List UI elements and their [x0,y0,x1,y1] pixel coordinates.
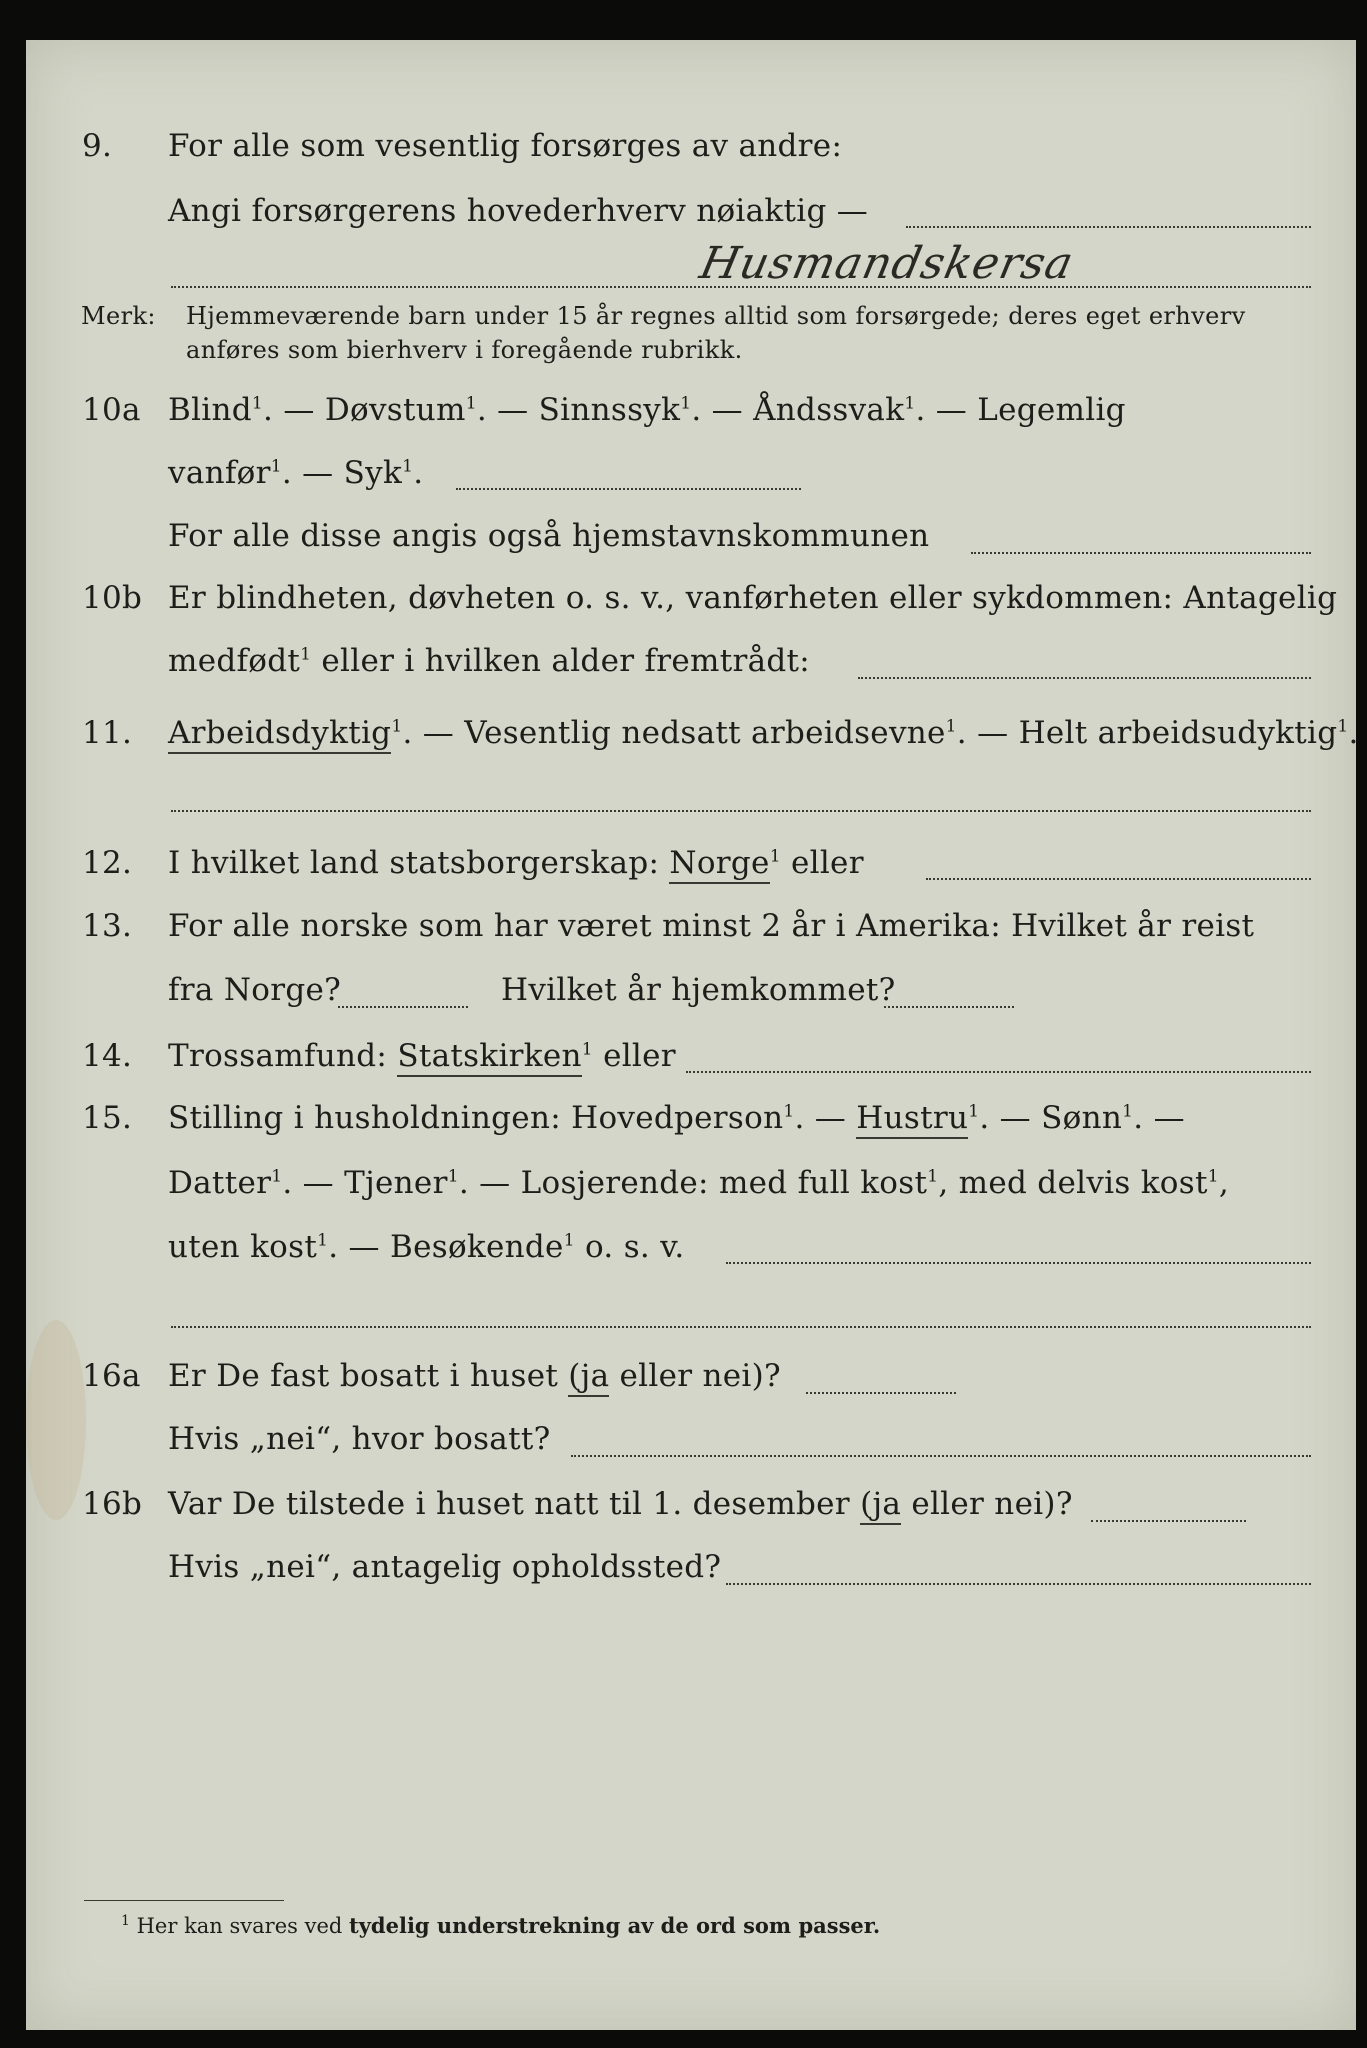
question-text: fra Norge? [168,972,342,1008]
question-text: Trossamfund: Statskirken$^1$ eller [168,1038,676,1074]
question-text: Hvilket år hjemkommet? [501,972,896,1008]
question-number: 16b [82,1486,143,1522]
question-text: Stilling i husholdningen: Hovedperson$^1$. — Hustru$^1$. — Sønn$^1$. — [168,1100,1185,1136]
footnote-rule [84,1900,284,1901]
question-number: 13. [82,908,133,944]
question-text: For alle disse angis også hjemstavnskommunen [168,518,930,554]
underlined-answer: Norge [669,845,769,884]
census-form-page [26,40,1359,2030]
answer-line [1091,1520,1246,1522]
question-text: Hvis „nei“, hvor bosatt? [168,1421,551,1457]
question-text: medfødt$^1$ eller i hvilken alder fremtrådt: [168,643,811,679]
question-text: For alle som vesentlig forsørges av andre: [168,128,843,164]
underlined-answer: Hustru [856,1100,968,1139]
answer-line [926,878,1311,880]
note-line2: anføres som bierhverv i foregående rubrikk. [186,336,743,364]
question-text: For alle norske som har været minst 2 år i Amerika: Hvilket år reist [168,908,1255,944]
question-text: uten kost$^1$. — Besøkende$^1$ o. s. v. [168,1229,685,1265]
question-text: Datter$^1$. — Tjener$^1$. — Losjerende: med full kost$^1$, med delvis kost$^1$, [168,1165,1230,1201]
answer-line [686,1071,1311,1073]
question-number: 11. [82,715,133,751]
note [81,302,1246,330]
footnote-emphasis: tydelig understrekning av de ord som passer. [349,1913,881,1938]
question-text: Hvis „nei“, antagelig opholdssted? [168,1549,722,1585]
answer-line [971,552,1311,554]
question-text: Er De fast bosatt i huset (ja eller nei)? [168,1358,781,1394]
question-text: Er blindheten, døvheten o. s. v., vanførheten eller sykdommen: Antagelig [168,580,1338,616]
question-number: 16a [82,1358,141,1394]
question-text: Var De tilstede i huset natt til 1. desember (ja eller nei)? [168,1486,1073,1522]
handwritten-answer: Husmandskersa [695,238,1079,289]
footnote-text: Her kan svares ved [136,1914,343,1938]
answer-line [171,810,1311,812]
answer-line [906,226,1311,228]
question-number: 14. [82,1038,133,1074]
note-label: Merk: [81,302,156,330]
question-text: Arbeidsdyktig$^1$. — Vesentlig nedsatt arbeidsevne$^1$. — Helt arbeidsudyktig$^1$. [168,715,1359,751]
answer-line [171,1326,1311,1328]
question-text: vanfør$^1$. — Syk$^1$. [168,455,424,491]
question-number: 15. [82,1100,133,1136]
paper-stain [26,1320,86,1520]
answer-line [456,488,801,490]
answer-line [726,1583,1311,1585]
answer-line [171,286,1311,288]
answer-line [884,1006,1014,1008]
underlined-answer: (ja [860,1486,901,1525]
underlined-answer: (ja [568,1358,609,1397]
answer-line [338,1006,468,1008]
answer-line [858,677,1311,679]
answer-line [806,1392,956,1394]
answer-line [571,1455,1311,1457]
question-number: 10b [82,580,143,616]
question-text: I hvilket land statsborgerskap: Norge$^1$ eller [168,845,864,881]
footnote [121,1913,880,1938]
question-number: 10a [82,392,141,428]
answer-line [726,1262,1311,1264]
question-text: Blind$^1$. — Døvstum$^1$. — Sinnssyk$^1$. — Åndssvak$^1$. — Legemlig [168,392,1126,428]
question-number: 9. [82,128,113,164]
note-text: Hjemmeværende barn under 15 år regnes alltid som forsørgede; deres eget erhverv [186,302,1246,330]
question-text: Angi forsørgerens hovederhverv nøiaktig — [168,193,869,229]
underlined-answer: Arbeidsdyktig [168,715,391,754]
question-number: 12. [82,845,133,881]
underlined-answer: Statskirken [397,1038,581,1077]
footnote-mark: 1 [121,1913,130,1929]
